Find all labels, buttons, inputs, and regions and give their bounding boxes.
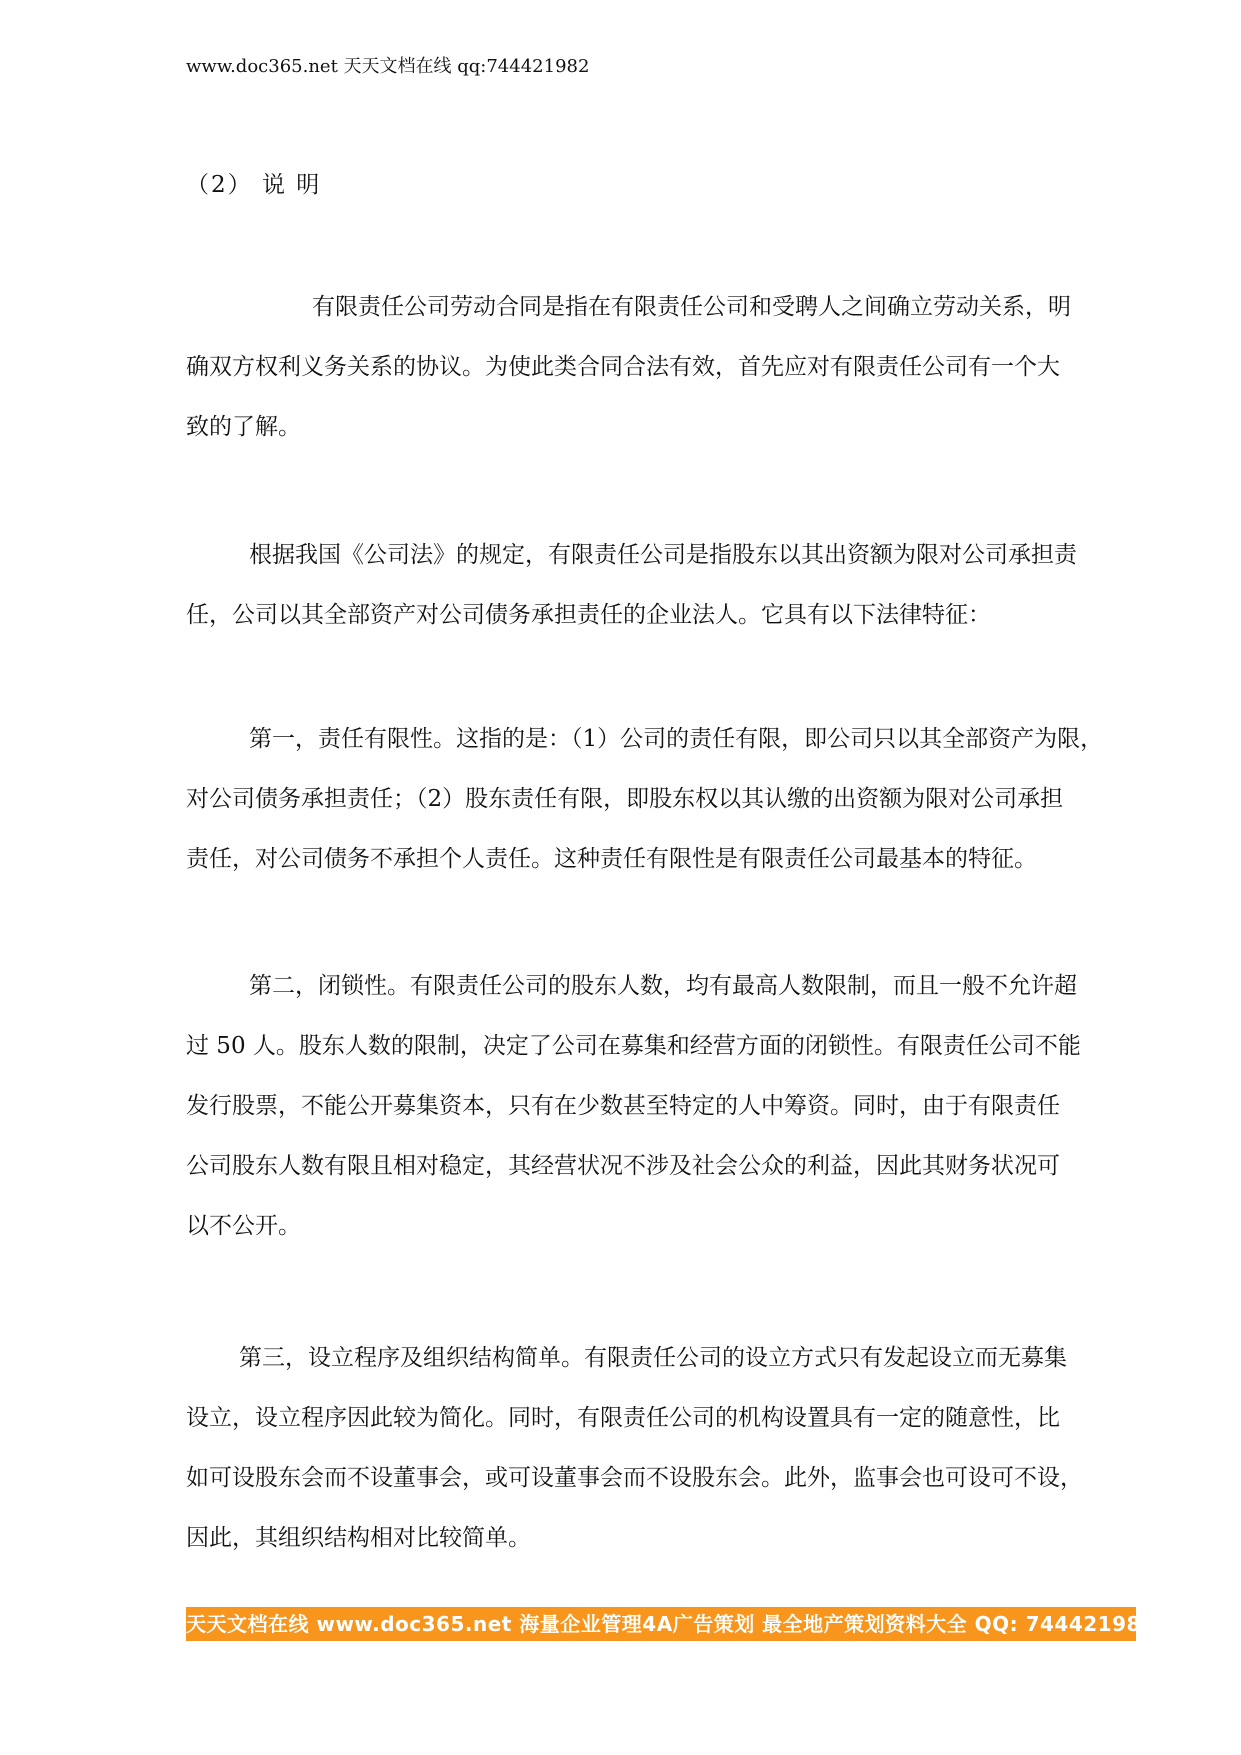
paragraph-line: 公司股东人数有限且相对稳定，其经营状况不涉及社会公众的利益，因此其财务状况可 bbox=[186, 1153, 1060, 1179]
paragraph-line: 如可设股东会而不设董事会，或可设董事会而不设股东会。此外，监事会也可设可不设， bbox=[186, 1465, 1083, 1491]
paragraph-feature-2 bbox=[186, 956, 1146, 1256]
paragraph-definition bbox=[186, 525, 1146, 645]
paragraph-line: 设立，设立程序因此较为简化。同时，有限责任公司的机构设置具有一定的随意性，比 bbox=[186, 1405, 1060, 1431]
paragraph-feature-1 bbox=[186, 709, 1146, 889]
paragraph-line: 致的了解。 bbox=[186, 414, 301, 440]
paragraph-line: 第一，责任有限性。这指的是：（1）公司的责任有限，即公司只以其全部资产为限， bbox=[249, 726, 1104, 752]
paragraph-line: 任，公司以其全部资产对公司债务承担责任的企业法人。它具有以下法律特征： bbox=[186, 602, 991, 628]
section-title: （2） 说 明 bbox=[186, 172, 322, 198]
paragraph-line: 第三，设立程序及组织结构简单。有限责任公司的设立方式只有发起设立而无募集 bbox=[239, 1345, 1067, 1371]
paragraph-line: 确双方权利义务关系的协议。为使此类合同合法有效，首先应对有限责任公司有一个大 bbox=[186, 354, 1060, 380]
paragraph-line: 发行股票，不能公开募集资本，只有在少数甚至特定的人中筹资。同时，由于有限责任 bbox=[186, 1093, 1060, 1119]
paragraph-feature-3 bbox=[186, 1328, 1146, 1568]
paragraph-line: 对公司债务承担责任；（2）股东责任有限，即股东权以其认缴的出资额为限对公司承担 bbox=[186, 786, 1064, 812]
page-header: www.doc365.net 天天文档在线 qq:744421982 bbox=[186, 56, 590, 77]
footer-ad-banner[interactable]: 天天文档在线 www.doc365.net 海量企业管理4A广告策划 最全地产策划资料大全 QQ: 744421982 bbox=[186, 1607, 1136, 1641]
paragraph-line: 因此，其组织结构相对比较简单。 bbox=[186, 1525, 531, 1551]
paragraph-intro bbox=[186, 277, 1146, 457]
paragraph-line: 根据我国《公司法》的规定，有限责任公司是指股东以其出资额为限对公司承担责 bbox=[249, 542, 1077, 568]
paragraph-line: 有限责任公司劳动合同是指在有限责任公司和受聘人之间确立劳动关系，明 bbox=[312, 294, 1071, 320]
paragraph-line: 第二，闭锁性。有限责任公司的股东人数，均有最高人数限制，而且一般不允许超 bbox=[249, 973, 1077, 999]
paragraph-line: 责任，对公司债务不承担个人责任。这种责任有限性是有限责任公司最基本的特征。 bbox=[186, 846, 1037, 872]
paragraph-line: 过 50 人。股东人数的限制，决定了公司在募集和经营方面的闭锁性。有限责任公司不能 bbox=[186, 1033, 1081, 1059]
paragraph-line: 以不公开。 bbox=[186, 1213, 301, 1239]
